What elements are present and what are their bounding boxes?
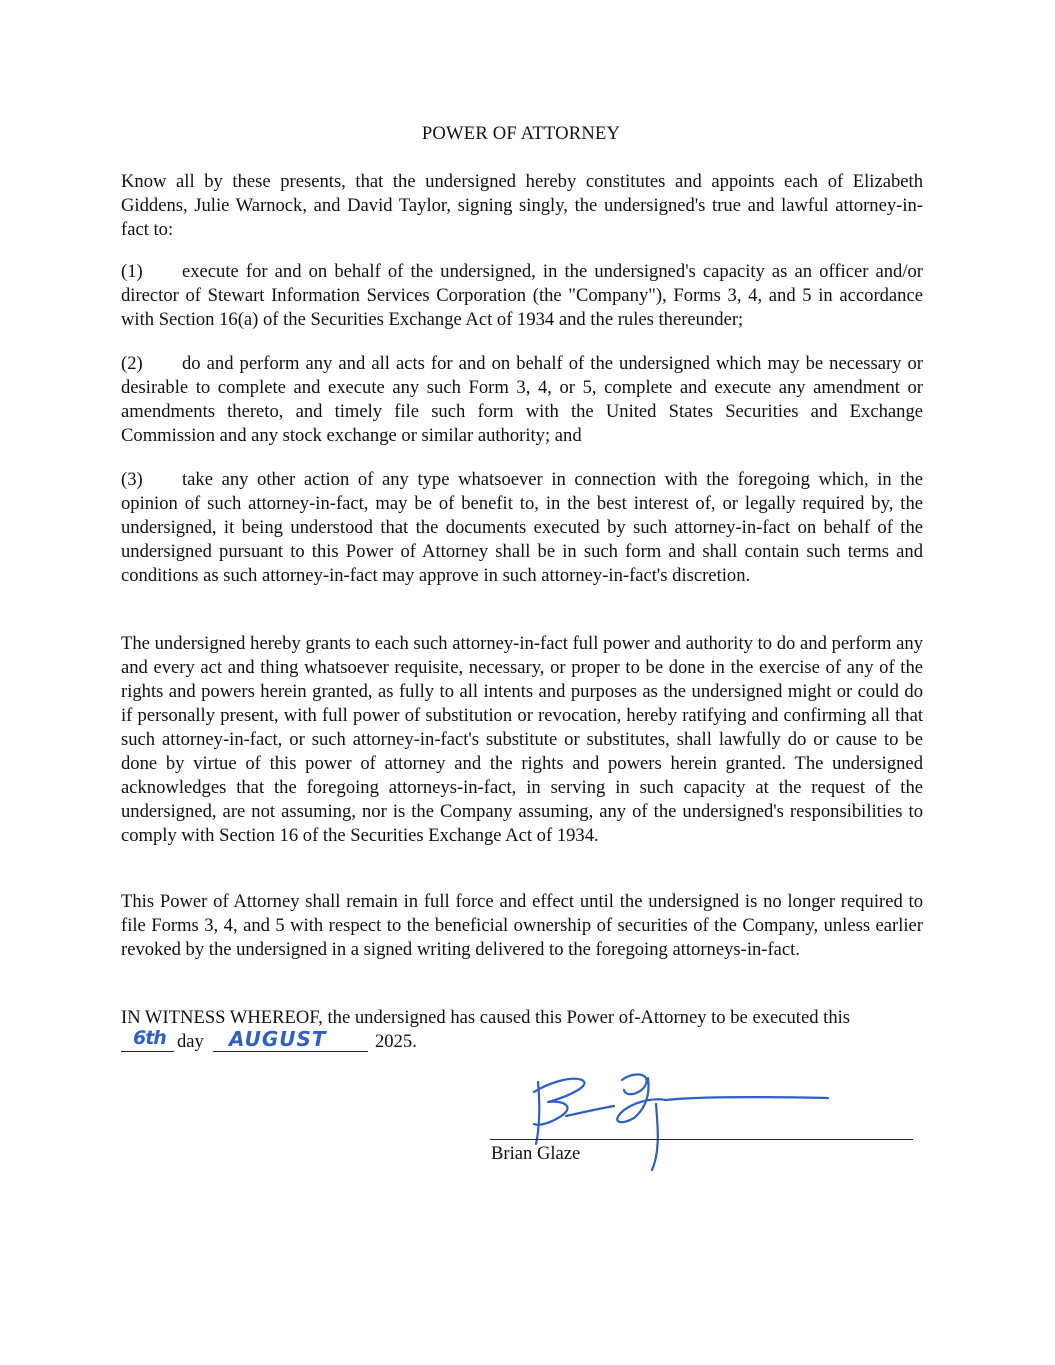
handwritten-month: AUGUST (229, 1027, 327, 1051)
term-paragraph: This Power of Attorney shall remain in full force and effect until the undersigned is no longer required to file Forms 3, 4, and 5 with respect to the beneficial ownership of securities of the Company, unless earlier revoked by the undersigned in a signed writing delivered to the foregoing attorneys-in-fact. (121, 891, 923, 960)
clause-2-text: do and perform any and all acts for and on behalf of the undersigned which may be necessary or desirable to complete and execute any such Form 3, 4, or 5, complete and execute any amendment or amendments thereto, and timely file such form with the United States Securities and Exchange Commission and any stock exchange or similar authority; and (121, 353, 923, 446)
clause-2-number: (2) (121, 353, 143, 374)
grant-paragraph: The undersigned hereby grants to each such attorney-in-fact full power and authority to do and perform any and every act and thing whatsoever requisite, necessary, or proper to be done in the exercise of any of the rights and powers herein granted, as fully to all intents and purposes as the undersigned might or could do if personally present, with full power of substitution or revocation, hereby ratifying and confirming all that such attorney-in-fact, or such attorney-in-fact's substitute or substitutes, shall lawfully do or cause to be done by virtue of this power of attorney and the rights and powers herein granted. The undersigned acknowledges that the foregoing attorneys-in-fact, in serving in such capacity at the request of the undersigned, are not assuming, nor is the Company assuming, any of the undersigned's responsibilities to comply with Section 16 of the Securities Exchange Act of 1934. (121, 633, 923, 846)
day-blank (121, 1051, 174, 1052)
intro-paragraph: Know all by these presents, that the undersigned hereby constitutes and appoints each of Elizabeth Giddens, Julie Warnock, and David Taylor, signing singly, the undersigned's true and lawful attorney-in-fact to: (121, 171, 923, 240)
clause-3-text: take any other action of any type whatsoever in connection with the foregoing which, in the opinion of such attorney-in-fact, may be of benefit to, in the best interest of, or legally required by, the undersigned, it being understood that the documents executed by such attorney-in-fact on behalf of the undersigned pursuant to this Power of Attorney shall be in such form and shall contain such terms and conditions as such attorney-in-fact may approve in such attorney-in-fact's discretion. (121, 469, 923, 586)
document-title: POWER OF ATTORNEY (421, 123, 621, 144)
day-label: day (177, 1031, 204, 1052)
witness-clause: IN WITNESS WHEREOF, the undersigned has caused this Power of-Attorney to be executed this (121, 1007, 851, 1028)
handwritten-day: 6th (133, 1027, 166, 1049)
execution-date-line (121, 1027, 521, 1056)
signer-name: Brian Glaze (491, 1143, 581, 1164)
signature-line (490, 1139, 913, 1140)
clause-3 (121, 468, 923, 588)
clause-1-text: execute for and on behalf of the undersigned, in the undersigned's capacity as an officer and/or director of Stewart Information Services Corporation (the "Company"), Forms 3, 4, and 5 in accordance with Section 16(a) of the Securities Exchange Act of 1934 and the rules thereunder; (121, 261, 923, 330)
year-text: 2025. (375, 1031, 417, 1052)
clause-3-number: (3) (121, 469, 143, 490)
clause-1 (121, 260, 923, 332)
month-blank (213, 1051, 368, 1052)
clause-1-number: (1) (121, 261, 143, 282)
clause-2 (121, 352, 923, 448)
